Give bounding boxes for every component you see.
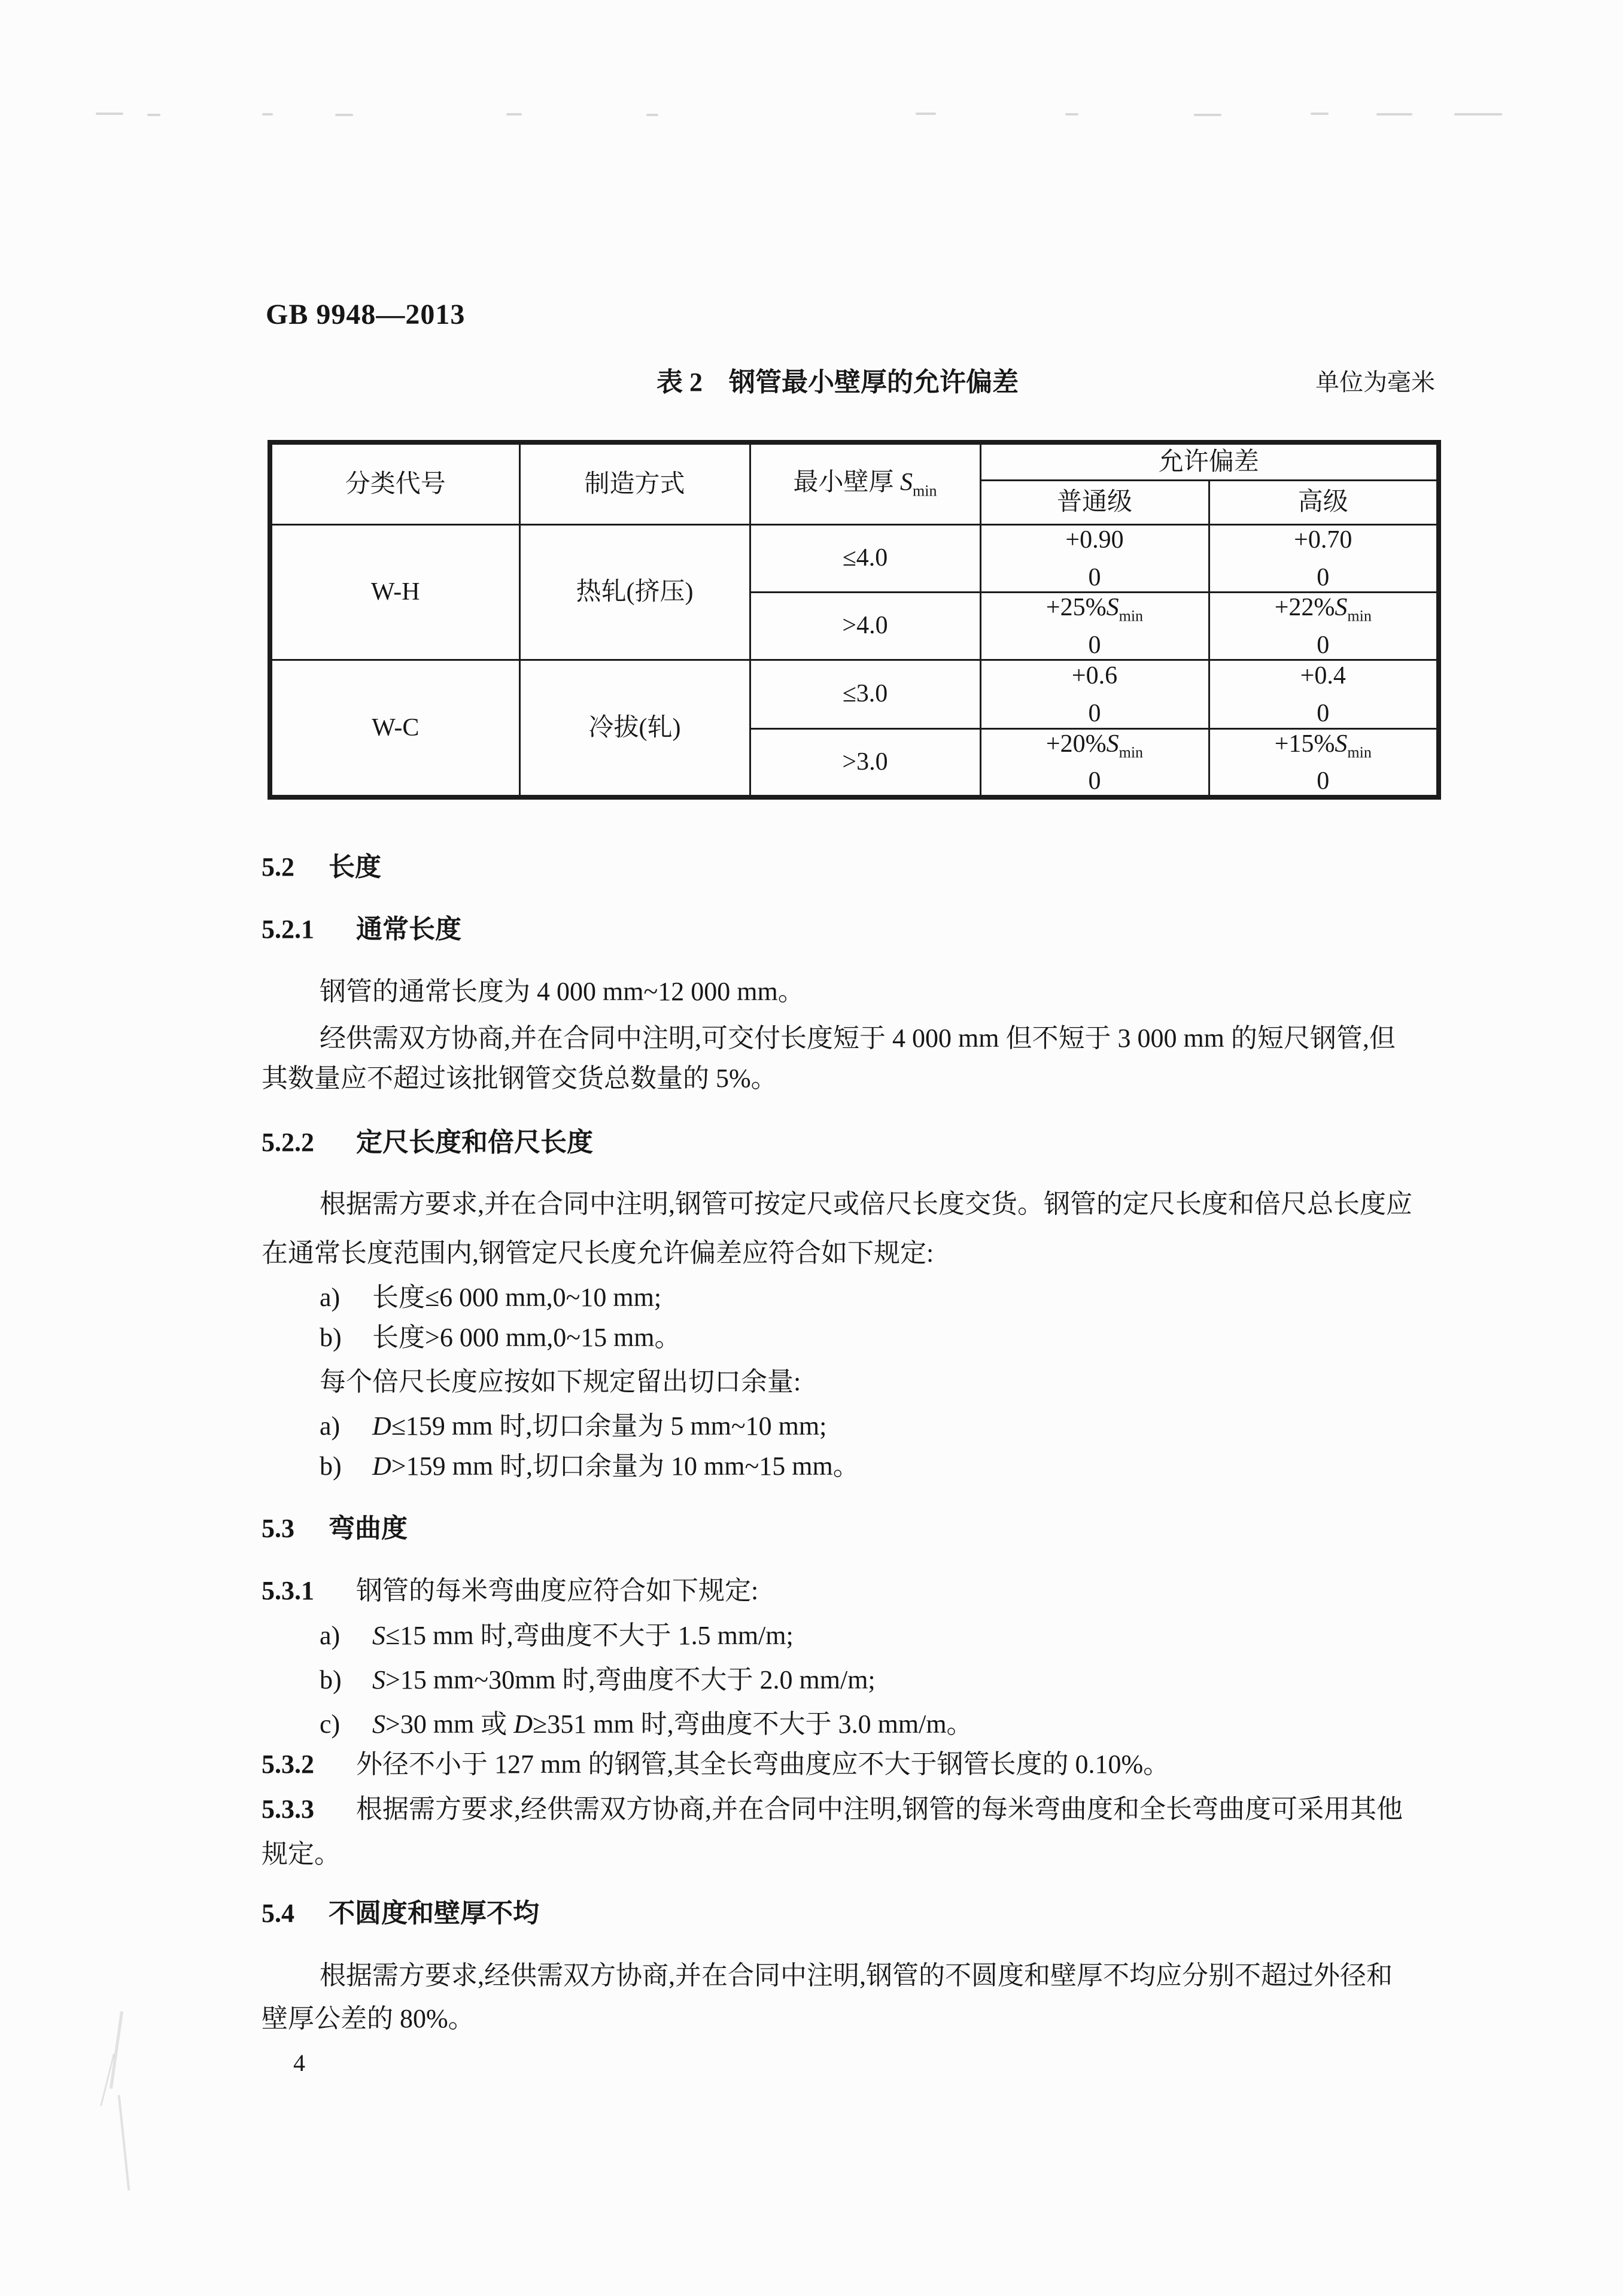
min-wall-variable: S bbox=[900, 469, 913, 497]
paragraph-ovality-line1: 根据需方要求,经供需双方协商,并在合同中注明,钢管的不圆度和壁厚不均应分别不超过外径和 bbox=[320, 1961, 1393, 1990]
section-number: 5.3 bbox=[262, 1514, 294, 1543]
section-title: 通常长度 bbox=[356, 915, 461, 944]
list-item-diameter-a bbox=[320, 1407, 1464, 1445]
clause-5-3-2 bbox=[262, 1745, 1464, 1784]
variable-s: S bbox=[372, 1709, 385, 1739]
deviation-value: +0.70 bbox=[1294, 526, 1352, 554]
scan-smudge bbox=[110, 2011, 123, 2088]
list-marker: c) bbox=[320, 1709, 341, 1739]
scan-smudge bbox=[118, 2095, 130, 2191]
clause-text: 根据需方要求,经供需双方协商,并在合同中注明,钢管的每米弯曲度和全长弯曲度可采用其他 bbox=[356, 1794, 1403, 1824]
table-caption: 表 2 钢管最小壁厚的允许偏差 bbox=[657, 368, 1019, 397]
col-header-allowed-deviation: 允许偏差 bbox=[980, 442, 1439, 480]
heading-5-3 bbox=[262, 1510, 1464, 1548]
cell-thickness: ≤3.0 bbox=[750, 660, 980, 728]
list-item-bend-c bbox=[320, 1705, 1464, 1744]
list-text: ≤159 mm 时,切口余量为 5 mm~10 mm; bbox=[391, 1411, 827, 1441]
section-title: 不圆度和壁厚不均 bbox=[329, 1899, 539, 1928]
list-text: >15 mm~30mm 时,弯曲度不大于 2.0 mm/m; bbox=[385, 1665, 876, 1694]
cell-deviation-advanced bbox=[1209, 524, 1439, 592]
variable-d: D bbox=[372, 1451, 391, 1481]
cell-thickness: >4.0 bbox=[750, 592, 980, 660]
deviation-subscript: min bbox=[1347, 607, 1372, 625]
list-item-bend-b bbox=[320, 1661, 1464, 1699]
clause-text: 钢管的每米弯曲度应符合如下规定: bbox=[356, 1576, 759, 1605]
clause-5-3-3 bbox=[262, 1790, 1464, 1829]
section-number: 5.2.1 bbox=[262, 915, 314, 944]
deviation-value: +0.4 bbox=[1300, 662, 1346, 690]
paragraph-fixed-length-line2: 在通常长度范围内,钢管定尺长度允许偏差应符合如下规定: bbox=[262, 1238, 934, 1268]
list-text: ≥351 mm 时,弯曲度不大于 3.0 mm/m。 bbox=[533, 1709, 973, 1739]
list-text: >159 mm 时,切口余量为 10 mm~15 mm。 bbox=[391, 1451, 859, 1481]
cell-deviation-ordinary bbox=[980, 592, 1209, 660]
col-header-advanced-grade: 高级 bbox=[1209, 480, 1439, 524]
deviation-lower: 0 bbox=[1088, 563, 1101, 591]
list-item-length-a bbox=[320, 1278, 1464, 1317]
deviation-variable: S bbox=[1106, 730, 1119, 758]
paragraph-short-length-line1: 经供需双方协商,并在合同中注明,可交付长度短于 4 000 mm 但不短于 3 000 mm 的短尺钢管,但 bbox=[320, 1024, 1396, 1053]
list-text: 长度>6 000 mm,0~15 mm。 bbox=[372, 1323, 681, 1352]
clause-text: 外径不小于 127 mm 的钢管,其全长弯曲度应不大于钢管长度的 0.10%。 bbox=[356, 1750, 1170, 1779]
list-marker: a) bbox=[320, 1411, 341, 1441]
min-wall-label: 最小壁厚 bbox=[793, 469, 901, 497]
clause-number: 5.3.3 bbox=[262, 1794, 314, 1824]
deviation-variable: S bbox=[1335, 594, 1348, 622]
col-header-manufacture: 制造方式 bbox=[519, 442, 750, 524]
cell-deviation-ordinary bbox=[980, 728, 1209, 797]
table-unit-note: 单位为毫米 bbox=[1315, 369, 1435, 396]
list-item-length-b bbox=[320, 1319, 1464, 1357]
paragraph-fixed-length-line1: 根据需方要求,并在合同中注明,钢管可按定尺或倍尺长度交货。钢管的定尺长度和倍尺总长度应 bbox=[320, 1189, 1412, 1219]
col-header-ordinary-grade: 普通级 bbox=[980, 480, 1209, 524]
scan-dash bbox=[262, 113, 273, 116]
cell-deviation-advanced bbox=[1209, 728, 1439, 797]
list-marker: b) bbox=[320, 1323, 342, 1352]
min-wall-thickness-table bbox=[268, 440, 1441, 800]
cell-method-wc: 冷拔(轧) bbox=[519, 660, 750, 797]
section-number: 5.4 bbox=[262, 1899, 294, 1928]
scan-dash bbox=[147, 114, 160, 116]
list-text: >30 mm 或 bbox=[385, 1709, 514, 1739]
cell-class-code-wc: W-C bbox=[270, 660, 519, 797]
list-marker: b) bbox=[320, 1665, 342, 1694]
cell-deviation-ordinary bbox=[980, 660, 1209, 728]
clause-number: 5.3.1 bbox=[262, 1576, 314, 1605]
scan-dash bbox=[1065, 113, 1078, 116]
cell-deviation-advanced bbox=[1209, 660, 1439, 728]
paragraph-usual-length: 钢管的通常长度为 4 000 mm~12 000 mm。 bbox=[320, 977, 804, 1006]
deviation-lower: 0 bbox=[1088, 767, 1101, 795]
scan-dash bbox=[1454, 113, 1502, 116]
deviation-lower: 0 bbox=[1317, 699, 1330, 727]
table-caption-row bbox=[268, 363, 1436, 399]
heading-5-4 bbox=[262, 1894, 1464, 1933]
clause-5-3-1 bbox=[262, 1572, 1464, 1610]
deviation-value: +0.90 bbox=[1065, 526, 1124, 554]
document-body bbox=[262, 840, 1464, 2082]
list-text: 长度≤6 000 mm,0~10 mm; bbox=[372, 1283, 662, 1312]
section-title: 弯曲度 bbox=[329, 1514, 408, 1543]
scan-dash bbox=[1376, 113, 1412, 116]
deviation-lower: 0 bbox=[1088, 631, 1101, 659]
heading-5-2 bbox=[262, 848, 1464, 886]
page-number: 4 bbox=[293, 2049, 305, 2076]
scan-dash bbox=[96, 113, 123, 115]
table-row-wc-1 bbox=[270, 660, 1439, 728]
scan-dash bbox=[1311, 113, 1329, 115]
heading-5-2-1 bbox=[262, 910, 1464, 949]
scan-dash bbox=[506, 113, 522, 116]
cell-thickness: ≤4.0 bbox=[750, 524, 980, 592]
col-header-min-wall bbox=[750, 442, 980, 524]
deviation-lower: 0 bbox=[1088, 699, 1101, 727]
paragraph-short-length-line2: 其数量应不超过该批钢管交货总数量的 5%。 bbox=[262, 1064, 777, 1093]
list-marker: a) bbox=[320, 1283, 341, 1312]
clause-number: 5.3.2 bbox=[262, 1750, 314, 1779]
deviation-value: +25% bbox=[1045, 594, 1107, 622]
deviation-subscript: min bbox=[1347, 743, 1372, 761]
list-text: ≤15 mm 时,弯曲度不大于 1.5 mm/m; bbox=[385, 1621, 794, 1650]
col-header-class-code: 分类代号 bbox=[270, 442, 519, 524]
deviation-lower: 0 bbox=[1317, 631, 1330, 659]
cell-thickness: >3.0 bbox=[750, 728, 980, 797]
scan-dash bbox=[646, 114, 658, 116]
deviation-value: +20% bbox=[1045, 730, 1107, 758]
cell-deviation-ordinary bbox=[980, 524, 1209, 592]
deviation-variable: S bbox=[1335, 730, 1348, 758]
list-item-bend-a bbox=[320, 1617, 1464, 1655]
deviation-lower: 0 bbox=[1317, 767, 1330, 795]
table-row-wh-1 bbox=[270, 524, 1439, 592]
clause-5-3-3-continued: 规定。 bbox=[262, 1839, 341, 1869]
doc-code: GB 9948—2013 bbox=[266, 299, 466, 330]
min-wall-subscript: min bbox=[913, 482, 937, 500]
section-number: 5.2 bbox=[262, 852, 294, 882]
deviation-variable: S bbox=[1106, 594, 1119, 622]
deviation-value: +0.6 bbox=[1071, 662, 1118, 690]
deviation-lower: 0 bbox=[1317, 563, 1330, 591]
list-marker: b) bbox=[320, 1451, 342, 1481]
cell-class-code-wh: W-H bbox=[270, 524, 519, 660]
list-item-diameter-b bbox=[320, 1447, 1464, 1486]
scan-dash bbox=[335, 114, 353, 116]
section-title: 定尺长度和倍尺长度 bbox=[356, 1128, 593, 1157]
paragraph-ovality-line2: 壁厚公差的 80%。 bbox=[262, 2004, 475, 2033]
deviation-subscript: min bbox=[1119, 743, 1144, 761]
deviation-value: +15% bbox=[1274, 730, 1335, 758]
scan-dash bbox=[916, 113, 936, 115]
section-number: 5.2.2 bbox=[262, 1128, 314, 1157]
variable-d: D bbox=[513, 1709, 533, 1739]
heading-5-2-2 bbox=[262, 1123, 1464, 1162]
variable-s: S bbox=[372, 1665, 385, 1694]
list-marker: a) bbox=[320, 1621, 341, 1650]
cell-deviation-advanced bbox=[1209, 592, 1439, 660]
table-header-row-1 bbox=[270, 442, 1439, 480]
cell-method-wh: 热轧(挤压) bbox=[519, 524, 750, 660]
variable-s: S bbox=[372, 1621, 385, 1650]
scan-dash bbox=[1194, 114, 1221, 116]
variable-d: D bbox=[372, 1411, 391, 1441]
paragraph-multiple-length: 每个倍尺长度应按如下规定留出切口余量: bbox=[320, 1367, 801, 1396]
section-title: 长度 bbox=[329, 852, 381, 882]
deviation-value: +22% bbox=[1274, 594, 1335, 622]
deviation-subscript: min bbox=[1119, 607, 1144, 625]
